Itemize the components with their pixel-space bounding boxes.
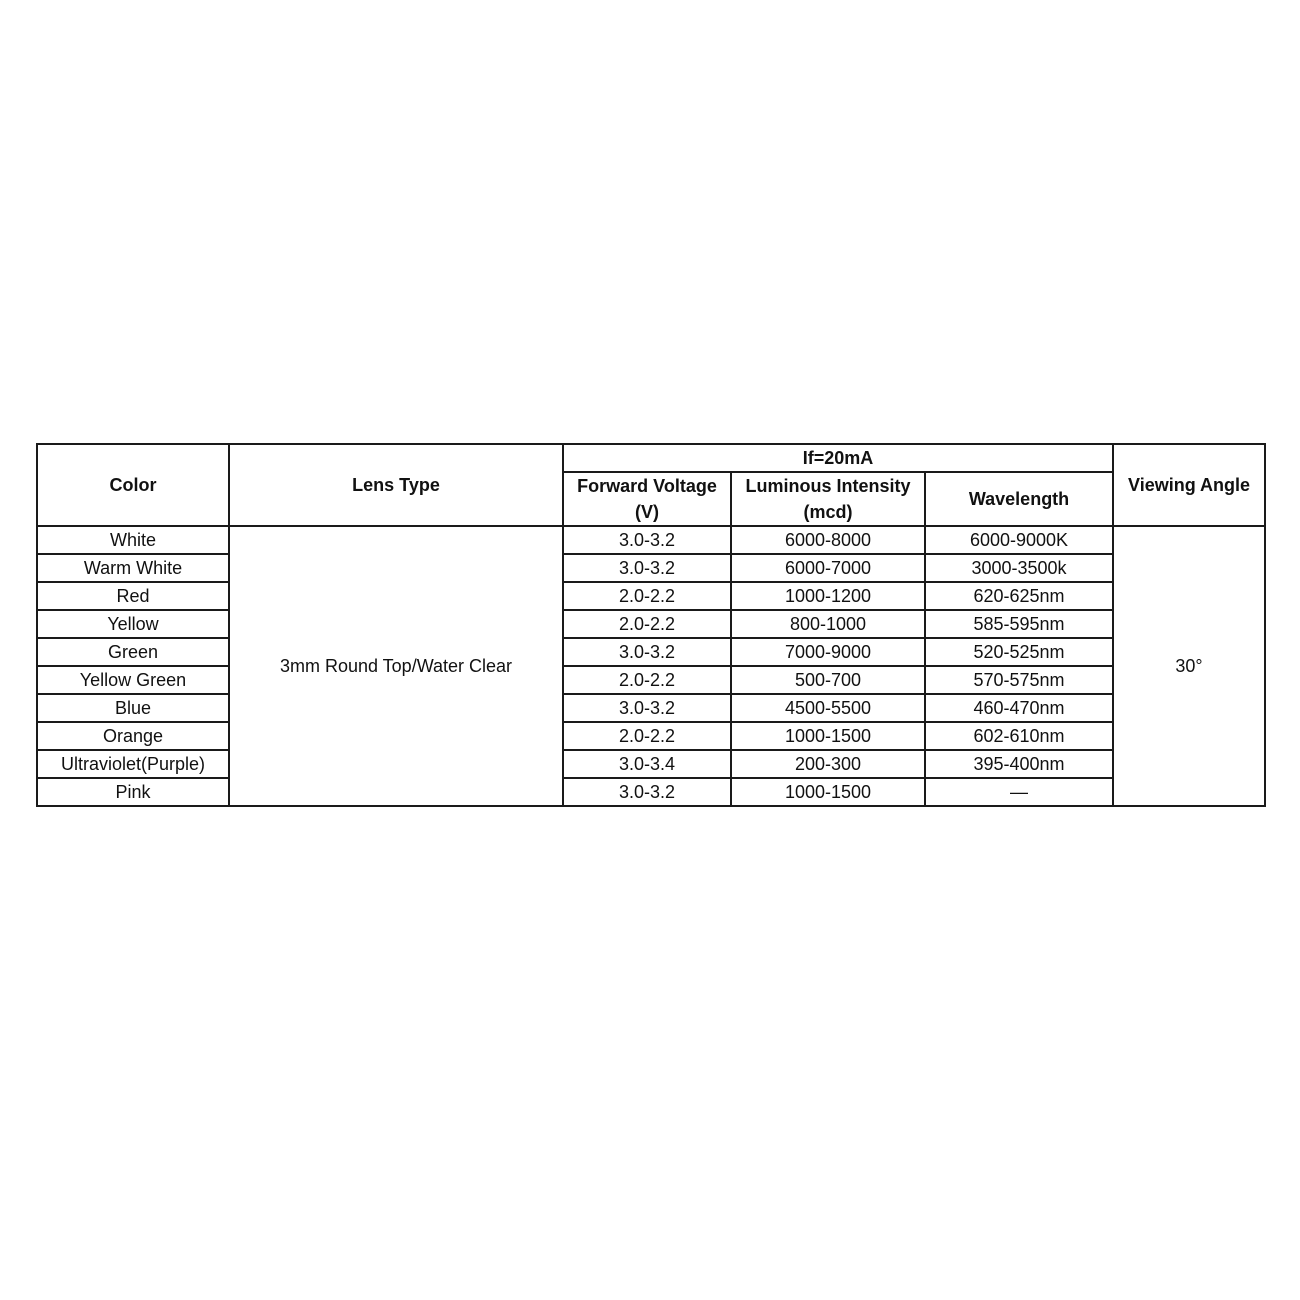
- header-luminous-intensity: Luminous Intensity (mcd): [731, 472, 925, 526]
- table-body: [37, 526, 1265, 806]
- header-condition: If=20mA: [563, 444, 1113, 472]
- cell-wavelength: —: [925, 778, 1113, 806]
- cell-forward-voltage: 3.0-3.2: [563, 638, 731, 666]
- cell-forward-voltage: 2.0-2.2: [563, 610, 731, 638]
- cell-color: Warm White: [37, 554, 229, 582]
- cell-luminous-intensity: 1000-1200: [731, 582, 925, 610]
- cell-color: Yellow Green: [37, 666, 229, 694]
- table-row: [37, 778, 1265, 806]
- cell-luminous-intensity: 800-1000: [731, 610, 925, 638]
- cell-forward-voltage: 3.0-3.2: [563, 778, 731, 806]
- cell-luminous-intensity: 6000-7000: [731, 554, 925, 582]
- cell-color: Pink: [37, 778, 229, 806]
- header-color: Color: [37, 444, 229, 526]
- cell-color: Yellow: [37, 610, 229, 638]
- cell-forward-voltage: 3.0-3.2: [563, 554, 731, 582]
- table-header-row: [37, 444, 1265, 472]
- cell-luminous-intensity: 7000-9000: [731, 638, 925, 666]
- header-lens-type: Lens Type: [229, 444, 563, 526]
- cell-forward-voltage: 3.0-3.2: [563, 694, 731, 722]
- cell-forward-voltage: 2.0-2.2: [563, 582, 731, 610]
- cell-wavelength: 6000-9000K: [925, 526, 1113, 554]
- header-forward-voltage: Forward Voltage (V): [563, 472, 731, 526]
- table-row: [37, 694, 1265, 722]
- header-wavelength: Wavelength: [925, 472, 1113, 526]
- led-spec-table: [36, 443, 1266, 807]
- cell-viewing-angle: 30°: [1113, 526, 1265, 806]
- cell-lens-type: 3mm Round Top/Water Clear: [229, 526, 563, 806]
- header-viewing-angle: Viewing Angle: [1113, 444, 1265, 526]
- cell-luminous-intensity: 500-700: [731, 666, 925, 694]
- cell-wavelength: 602-610nm: [925, 722, 1113, 750]
- cell-wavelength: 395-400nm: [925, 750, 1113, 778]
- table-row: [37, 610, 1265, 638]
- cell-color: Red: [37, 582, 229, 610]
- cell-luminous-intensity: 6000-8000: [731, 526, 925, 554]
- cell-color: Green: [37, 638, 229, 666]
- cell-luminous-intensity: 1000-1500: [731, 778, 925, 806]
- cell-color: Ultraviolet(Purple): [37, 750, 229, 778]
- cell-luminous-intensity: 4500-5500: [731, 694, 925, 722]
- table-row: [37, 750, 1265, 778]
- table-row: [37, 582, 1265, 610]
- table-row: [37, 666, 1265, 694]
- table-row: [37, 638, 1265, 666]
- cell-wavelength: 460-470nm: [925, 694, 1113, 722]
- cell-wavelength: 3000-3500k: [925, 554, 1113, 582]
- cell-luminous-intensity: 200-300: [731, 750, 925, 778]
- cell-wavelength: 620-625nm: [925, 582, 1113, 610]
- cell-color: White: [37, 526, 229, 554]
- cell-forward-voltage: 3.0-3.2: [563, 526, 731, 554]
- cell-wavelength: 570-575nm: [925, 666, 1113, 694]
- table-row: [37, 526, 1265, 554]
- cell-wavelength: 520-525nm: [925, 638, 1113, 666]
- cell-color: Blue: [37, 694, 229, 722]
- cell-luminous-intensity: 1000-1500: [731, 722, 925, 750]
- cell-forward-voltage: 3.0-3.4: [563, 750, 731, 778]
- cell-forward-voltage: 2.0-2.2: [563, 666, 731, 694]
- table-row: [37, 722, 1265, 750]
- cell-wavelength: 585-595nm: [925, 610, 1113, 638]
- cell-color: Orange: [37, 722, 229, 750]
- cell-forward-voltage: 2.0-2.2: [563, 722, 731, 750]
- table-row: [37, 554, 1265, 582]
